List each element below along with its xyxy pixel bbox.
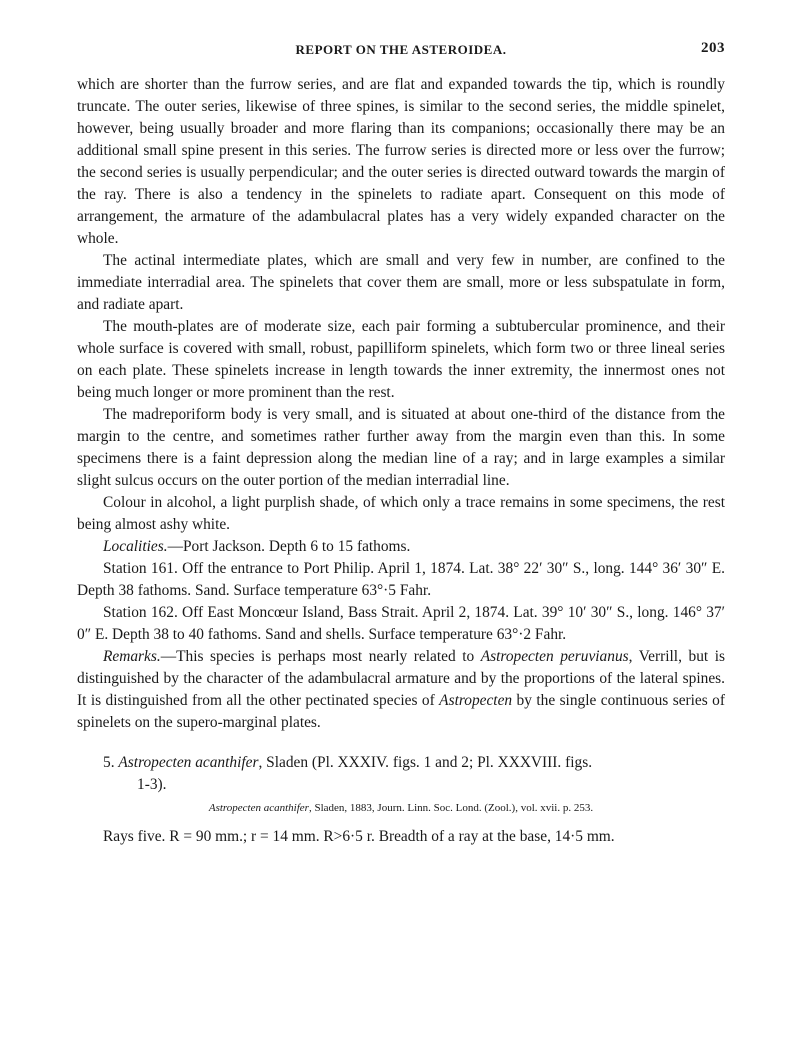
paragraph-colour: Colour in alcohol, a light purplish shade, of which only a trace remains in some specimens, the rest being almost ashy white. [77,494,725,533]
citation-text: , Sladen, 1883, Journ. Linn. Soc. Lond. (Zool.), vol. xvii. p. 253. [308,802,594,814]
remarks-label: Remarks. [103,648,161,665]
station-161: Station 161. Off the entrance to Port Philip. April 1, 1874. Lat. 38° 22′ 30″ S., long. 144° 36′ 30″ E. Depth 38 fathoms. Sand. Surface temperature 63°·5 Fahr. [77,560,725,599]
synonymy-citation [77,800,725,816]
species-number: 5. [103,754,115,771]
localities-label: Localities. [103,538,168,555]
remarks [77,646,725,734]
paragraph-continued: which are shorter than the furrow series, and are flat and expanded towards the tip, which is roundly truncate. The outer series, likewise of three spines, is similar to the second series, the middle spinelet, however, being usually broader and more flaring than its companions; occasionally there may be an additional small spine present in this series. The furrow series is directed more or less over the furrow; the second series is usually perpendicular; and the outer series is directed outward towards the margin of the ray. There is also a tendency in the spinelets to radiate apart. Consequent on this mode of arrangement, the armature of the adambulacral plates has a very widely expanded character on the whole. [77,76,725,247]
species-name: Astropecten acanthifer [118,754,259,771]
species-heading [77,752,725,796]
remarks-text: —This species is perhaps most nearly related to [160,648,481,665]
page-number: 203 [701,40,725,56]
dimensions: Rays five. R = 90 mm.; r = 14 mm. R>6·5 r. Breadth of a ray at the base, 14·5 mm. [103,828,615,845]
paragraph-mouth-plates: The mouth-plates are of moderate size, each pair forming a subtubercular prominence, and their whole surface is covered with small, robust, papilliform spinelets, which form two or three lineal series on each plate. These spinelets increase in length towards the inner extremity, the innermost ones not being much longer or more prominent than the rest. [77,318,725,401]
remarks-text: by the single continuous series of spinelets on the supero-marginal plates. [77,692,725,731]
paragraph-actinal: The actinal intermediate plates, which are small and very few in number, are confined to the immediate interradial area. The spinelets that cover them are small, more or less subspatulate in form, and radiate apart. [77,252,725,313]
document-page [77,38,725,848]
localities-text: —Port Jackson. Depth 6 to 15 fathoms. [167,538,411,555]
page-header [77,38,725,64]
species-refs: , Sladen (Pl. XXXIV. figs. 1 and 2; Pl. XXXVIII. figs. [258,754,593,771]
genus-ref: Astropecten [439,692,513,709]
localities [77,536,725,558]
body-text [77,74,725,848]
station-162: Station 162. Off East Moncœur Island, Bass Strait. April 2, 1874. Lat. 39° 10′ 30″ S., long. 146° 37′ 0″ E. Depth 38 to 40 fathoms. Sand and shells. Surface temperature 63°·2 Fahr. [77,604,725,643]
species-refs-cont: 1-3). [137,776,167,793]
species-ref: Astropecten peruvianus [480,648,629,665]
remarks-text: , Verrill, but is distinguished by the character of the adambulacral armature and by the proportions of the lateral spines. It is distinguished from all the other pectinated species of [77,648,725,709]
citation-name: Astropecten acanthifer [208,802,309,814]
running-title: REPORT ON THE ASTEROIDEA. [295,42,507,57]
paragraph-madreporiform: The madreporiform body is very small, and is situated at about one-third of the distance from the margin to the centre, and sometimes rather further away from the margin even than this. In some specimens there is a faint depression along the median line of a ray; and in large examples a similar slight sulcus occurs on the outer portion of the median interradial line. [77,406,725,489]
